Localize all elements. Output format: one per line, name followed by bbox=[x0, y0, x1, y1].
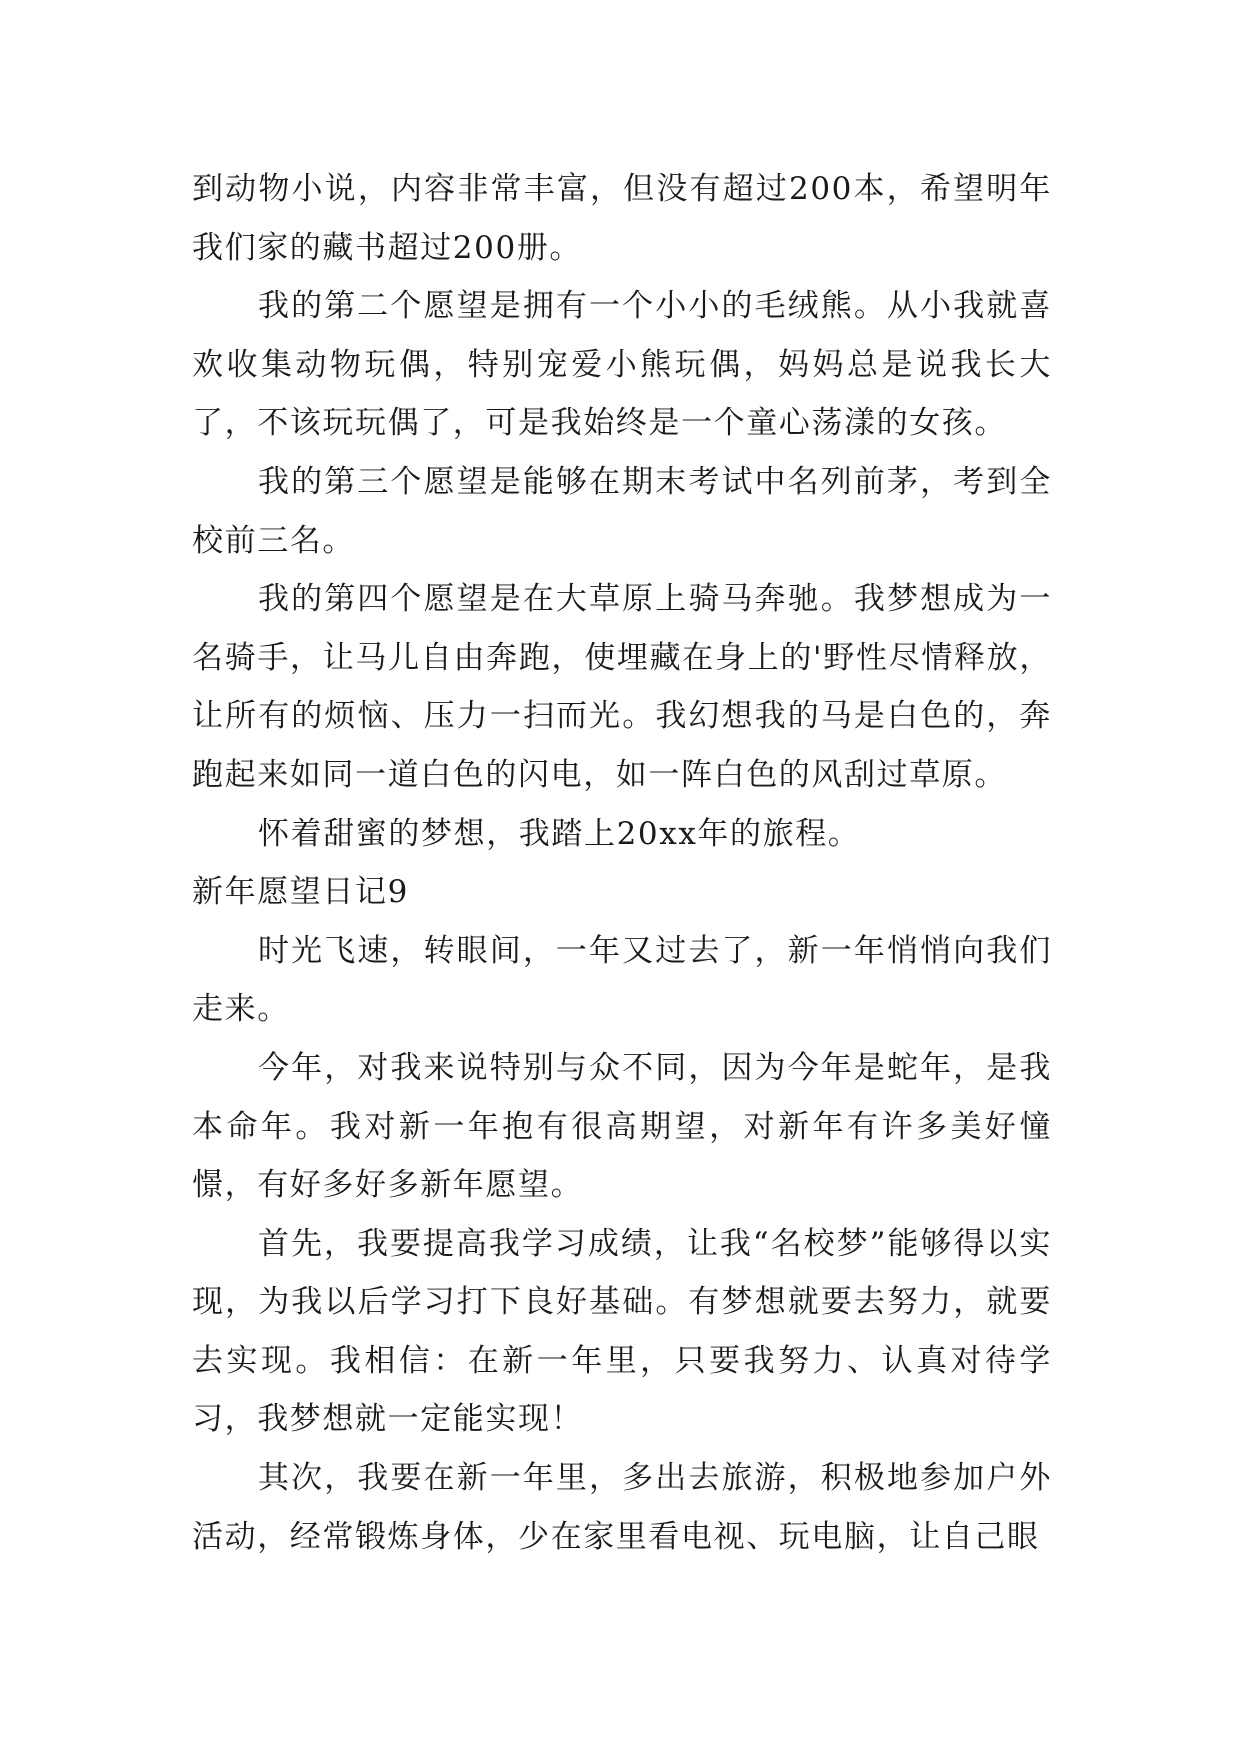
paragraph-snake-year: 今年，对我来说特别与众不同，因为今年是蛇年，是我本命年。我对新一年抱有很高期望，对新年有许多美好憧憬，有好多好多新年愿望。 bbox=[192, 1049, 1052, 1204]
paragraph-time-flies: 时光飞速，转眼间，一年又过去了，新一年悄悄向我们走来。 bbox=[192, 932, 1052, 1028]
paragraph-closing: 怀着甜蜜的梦想，我踏上20xx年的旅程。 bbox=[258, 815, 861, 852]
paragraph-continuation: 到动物小说，内容非常丰富，但没有超过200本，希望明年我们家的藏书超过200册。 bbox=[192, 171, 1052, 266]
paragraph-second-wish: 我的第二个愿望是拥有一个小小的毛绒熊。从小我就喜欢收集动物玩偶，特别宠爱小熊玩偶，妈妈总是说我长大了，不该玩玩偶了，可是我始终是一个童心荡漾的女孩。 bbox=[192, 288, 1052, 442]
section-heading: 新年愿望日记9 bbox=[192, 874, 409, 911]
paragraph-second-goal: 其次，我要在新一年里，多出去旅游，积极地参加户外活动，经常锻炼身体，少在家里看电视、玩电脑，让自己眼 bbox=[192, 1460, 1052, 1555]
paragraph-third-wish: 我的第三个愿望是能够在期末考试中名列前茅，考到全校前三名。 bbox=[192, 463, 1052, 559]
paragraph-first-goal: 首先，我要提高我学习成绩，让我“名校梦”能够得以实现，为我以后学习打下良好基础。有梦想就要去努力，就要去实现。我相信：在新一年里，只要我努力、认真对待学习，我梦想就一定能实现！ bbox=[192, 1225, 1052, 1438]
document-body bbox=[192, 160, 1052, 1566]
paragraph-fourth-wish: 我的第四个愿望是在大草原上骑马奔驰。我梦想成为一名骑手，让马儿自由奔跑，使埋藏在身上的'野性尽情释放，让所有的烦恼、压力一扫而光。我幻想我的马是白色的，奔跑起来如同一道白色的闪电，如一阵白色的风刮过草原。 bbox=[192, 581, 1052, 793]
